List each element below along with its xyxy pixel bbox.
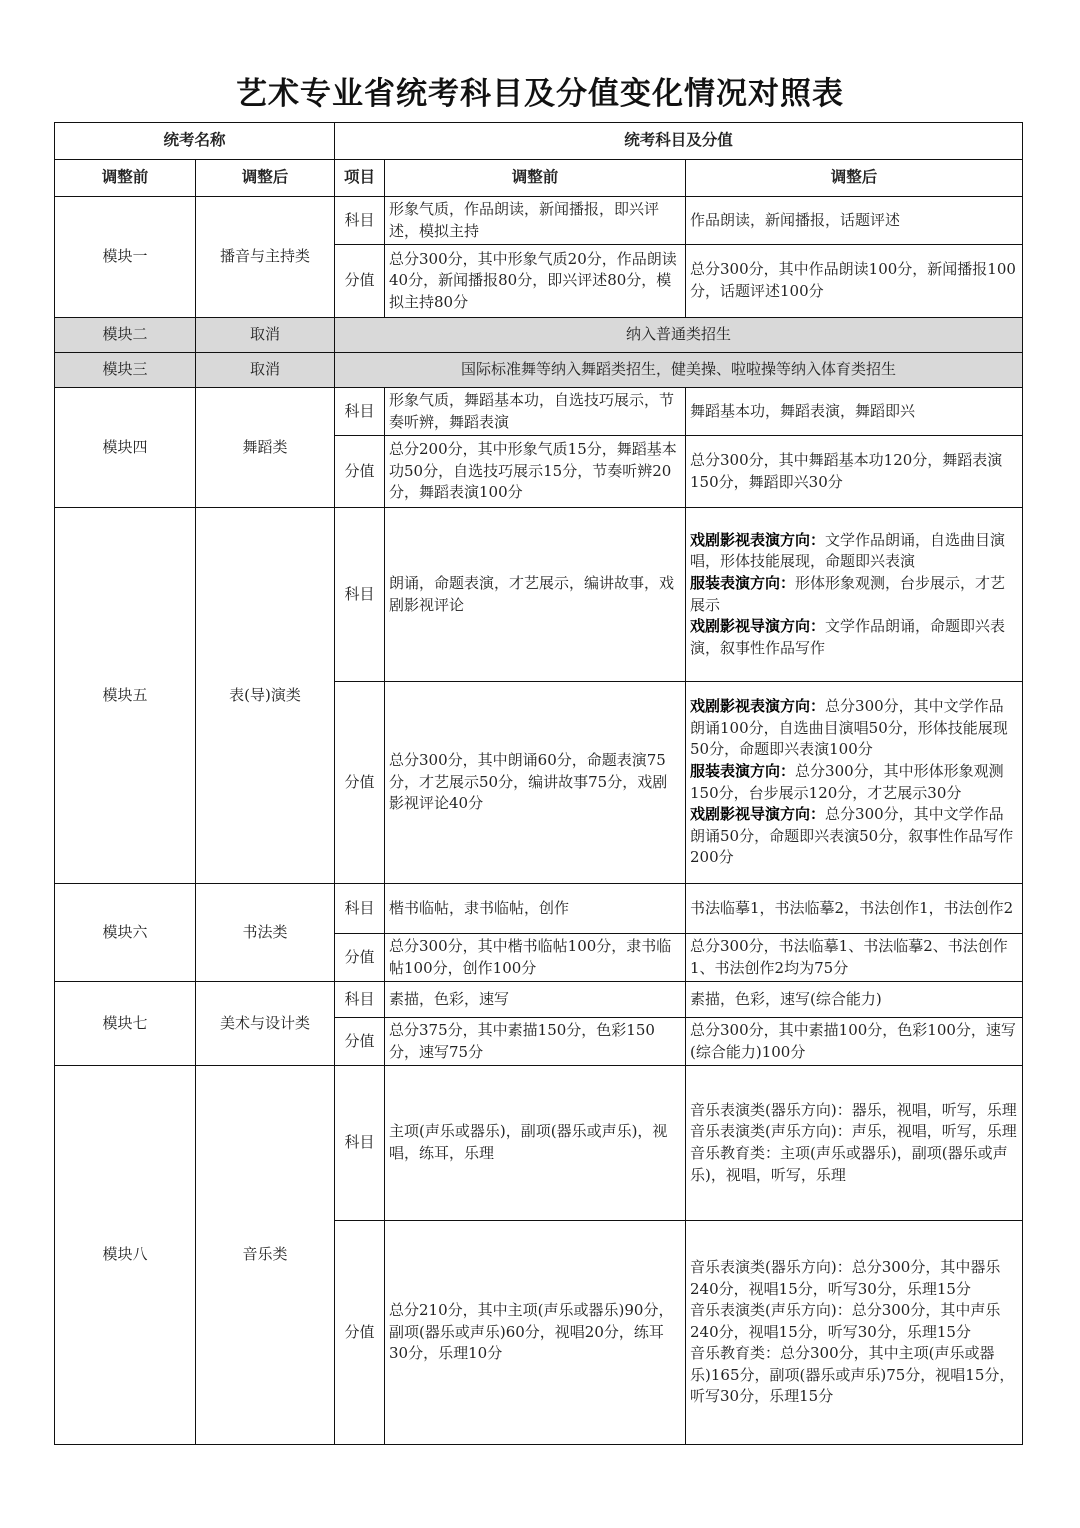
item-label: 分值: [335, 436, 385, 508]
direction-text: 文学作品朗诵，自选曲目演唱，形体技能展现，命题即兴表演: [690, 530, 1006, 571]
item-label: 分值: [335, 245, 385, 318]
page-title: 艺术专业省统考科目及分值变化情况对照表: [236, 76, 844, 112]
subjects-before: 楷书临帖，隶书临帖，创作: [385, 884, 686, 934]
scores-before: 总分210分，其中主项(声乐或器乐)90分，副项(器乐或声乐)60分，视唱20分，练耳30分，乐理10分: [385, 1221, 686, 1445]
scores-before: 总分300分，其中形象气质20分，作品朗读40分，新闻播报80分，即兴评述80分，模拟主持80分: [385, 245, 686, 318]
item-label: 分值: [335, 1018, 385, 1066]
direction-text: 总分300分，其中形体形象观测150分，台步展示120分，才艺展示30分: [690, 761, 1004, 802]
item-label: 科目: [335, 508, 385, 682]
item-label: 科目: [335, 388, 385, 436]
header-before: 调整前: [55, 160, 196, 197]
music-entry: 音乐表演类(声乐方向)：声乐，视唱，听写，乐理: [690, 1122, 1017, 1141]
module-after: 音乐类: [196, 1066, 335, 1445]
header-exam-name: 统考名称: [55, 123, 335, 160]
table-row: [55, 318, 1023, 353]
module-after: 播音与主持类: [196, 197, 335, 318]
subjects-before: 主项(声乐或器乐)，副项(器乐或声乐)，视唱，练耳，乐理: [385, 1066, 686, 1221]
direction-entry: [690, 804, 1018, 869]
item-label: 科目: [335, 197, 385, 245]
module-after: 书法类: [196, 884, 335, 982]
music-entry: 音乐教育类：总分300分，其中主项(声乐或器乐)165分，副项(器乐或声乐)75分，视唱15分，听写30分，乐理15分: [690, 1344, 1015, 1406]
module-before: 模块八: [55, 1066, 196, 1445]
music-entry: 音乐教育类：主项(声乐或器乐)，副项(器乐或声乐)，视唱，听写，乐理: [690, 1144, 1008, 1184]
item-label: 分值: [335, 1221, 385, 1445]
header-subject-before: 调整前: [385, 160, 686, 197]
scores-after: 总分300分，书法临摹1、书法临摹2、书法创作1、书法创作2均为75分: [686, 934, 1023, 982]
header-subject-after: 调整后: [686, 160, 1023, 197]
music-entry: 音乐表演类(声乐方向)：总分300分，其中声乐240分，视唱15分，听写30分，乐理15分: [690, 1301, 1001, 1341]
direction-text: 总分300分，其中文学作品朗诵100分，自选曲目演唱50分，形体技能展现50分，命题即兴表演100分: [690, 697, 1008, 759]
table-row: [55, 388, 1023, 436]
module-after: 舞蹈类: [196, 388, 335, 508]
scores-after: 总分300分，其中素描100分，色彩100分，速写(综合能力)100分: [686, 1018, 1023, 1066]
module-after: 美术与设计类: [196, 982, 335, 1066]
subjects-before: 朗诵，命题表演，才艺展示，编讲故事，戏剧影视评论: [385, 508, 686, 682]
direction-heading: 戏剧影视表演方向：: [690, 697, 826, 716]
module-before: 模块二: [55, 318, 196, 353]
subjects-after: 舞蹈基本功，舞蹈表演，舞蹈即兴: [686, 388, 1023, 436]
module-after: 取消: [196, 353, 335, 388]
table-row: [55, 884, 1023, 934]
subjects-before: 形象气质，作品朗读，新闻播报，即兴评述，模拟主持: [385, 197, 686, 245]
module-before: 模块七: [55, 982, 196, 1066]
header-item: 项目: [335, 160, 385, 197]
scores-after: 总分300分，其中舞蹈基本功120分，舞蹈表演150分，舞蹈即兴30分: [686, 436, 1023, 508]
module-before: 模块六: [55, 884, 196, 982]
table-row: [55, 982, 1023, 1018]
table-row: [55, 197, 1023, 245]
subjects-after: [686, 1066, 1023, 1221]
direction-heading: 服装表演方向：: [690, 761, 796, 780]
scores-after: 总分300分，其中作品朗读100分，新闻播报100分，话题评述100分: [686, 245, 1023, 318]
direction-entry: [690, 573, 1018, 616]
item-label: 科目: [335, 884, 385, 934]
direction-heading: 戏剧影视导演方向：: [690, 617, 826, 636]
scores-before: 总分375分，其中素描150分，色彩150分，速写75分: [385, 1018, 686, 1066]
direction-entry: [690, 530, 1018, 573]
direction-text: 文学作品朗诵，命题即兴表演，叙事性作品写作: [690, 617, 1006, 657]
subjects-before: 素描，色彩，速写: [385, 982, 686, 1018]
music-entry: 音乐表演类(器乐方向)：器乐，视唱，听写，乐理: [690, 1100, 1017, 1119]
subjects-before: 形象气质，舞蹈基本功，自选技巧展示，节奏听辨，舞蹈表演: [385, 388, 686, 436]
module-note: 纳入普通类招生: [335, 318, 1023, 353]
scores-before: 总分300分，其中朗诵60分，命题表演75分，才艺展示50分，编讲故事75分，戏剧影视评论40分: [385, 682, 686, 884]
subjects-after: 作品朗读，新闻播报，话题评述: [686, 197, 1023, 245]
direction-heading: 服装表演方向：: [690, 573, 796, 592]
direction-entry: [690, 761, 1018, 804]
subjects-after: 素描，色彩，速写(综合能力): [686, 982, 1023, 1018]
direction-text: 总分300分，其中文学作品朗诵50分，命题即兴表演50分，叙事性作品写作200分: [690, 805, 1014, 867]
subjects-after: 书法临摹1，书法临摹2，书法创作1，书法创作2: [686, 884, 1023, 934]
comparison-table: [54, 122, 1023, 1445]
scores-before: 总分300分，其中楷书临帖100分，隶书临帖100分，创作100分: [385, 934, 686, 982]
module-after: 取消: [196, 318, 335, 353]
scores-after: [686, 1221, 1023, 1445]
direction-heading: 戏剧影视导演方向：: [690, 805, 826, 824]
module-before: 模块五: [55, 508, 196, 884]
scores-before: 总分200分，其中形象气质15分，舞蹈基本功50分，自选技巧展示15分，节奏听辨20分，舞蹈表演100分: [385, 436, 686, 508]
header-after: 调整后: [196, 160, 335, 197]
module-before: 模块四: [55, 388, 196, 508]
subjects-after: [686, 508, 1023, 682]
scores-after: [686, 682, 1023, 884]
direction-entry: [690, 696, 1018, 761]
item-label: 科目: [335, 1066, 385, 1221]
header-row-2: [55, 160, 1023, 197]
direction-heading: 戏剧影视表演方向：: [690, 530, 826, 549]
music-entry: 音乐表演类(器乐方向)：总分300分，其中器乐240分，视唱15分，听写30分，乐理15分: [690, 1257, 1001, 1298]
header-subjects-scores: 统考科目及分值: [335, 123, 1023, 160]
direction-text: 形体形象观测，台步展示，才艺展示: [690, 573, 1006, 614]
direction-entry: [690, 616, 1018, 659]
module-before: 模块一: [55, 197, 196, 318]
table-row: [55, 353, 1023, 388]
table-row: [55, 508, 1023, 682]
module-before: 模块三: [55, 353, 196, 388]
module-note: 国际标准舞等纳入舞蹈类招生，健美操、啦啦操等纳入体育类招生: [335, 353, 1023, 388]
header-row-1: [55, 123, 1023, 160]
module-after: 表(导)演类: [196, 508, 335, 884]
item-label: 分值: [335, 934, 385, 982]
table-row: [55, 1066, 1023, 1221]
item-label: 分值: [335, 682, 385, 884]
item-label: 科目: [335, 982, 385, 1018]
